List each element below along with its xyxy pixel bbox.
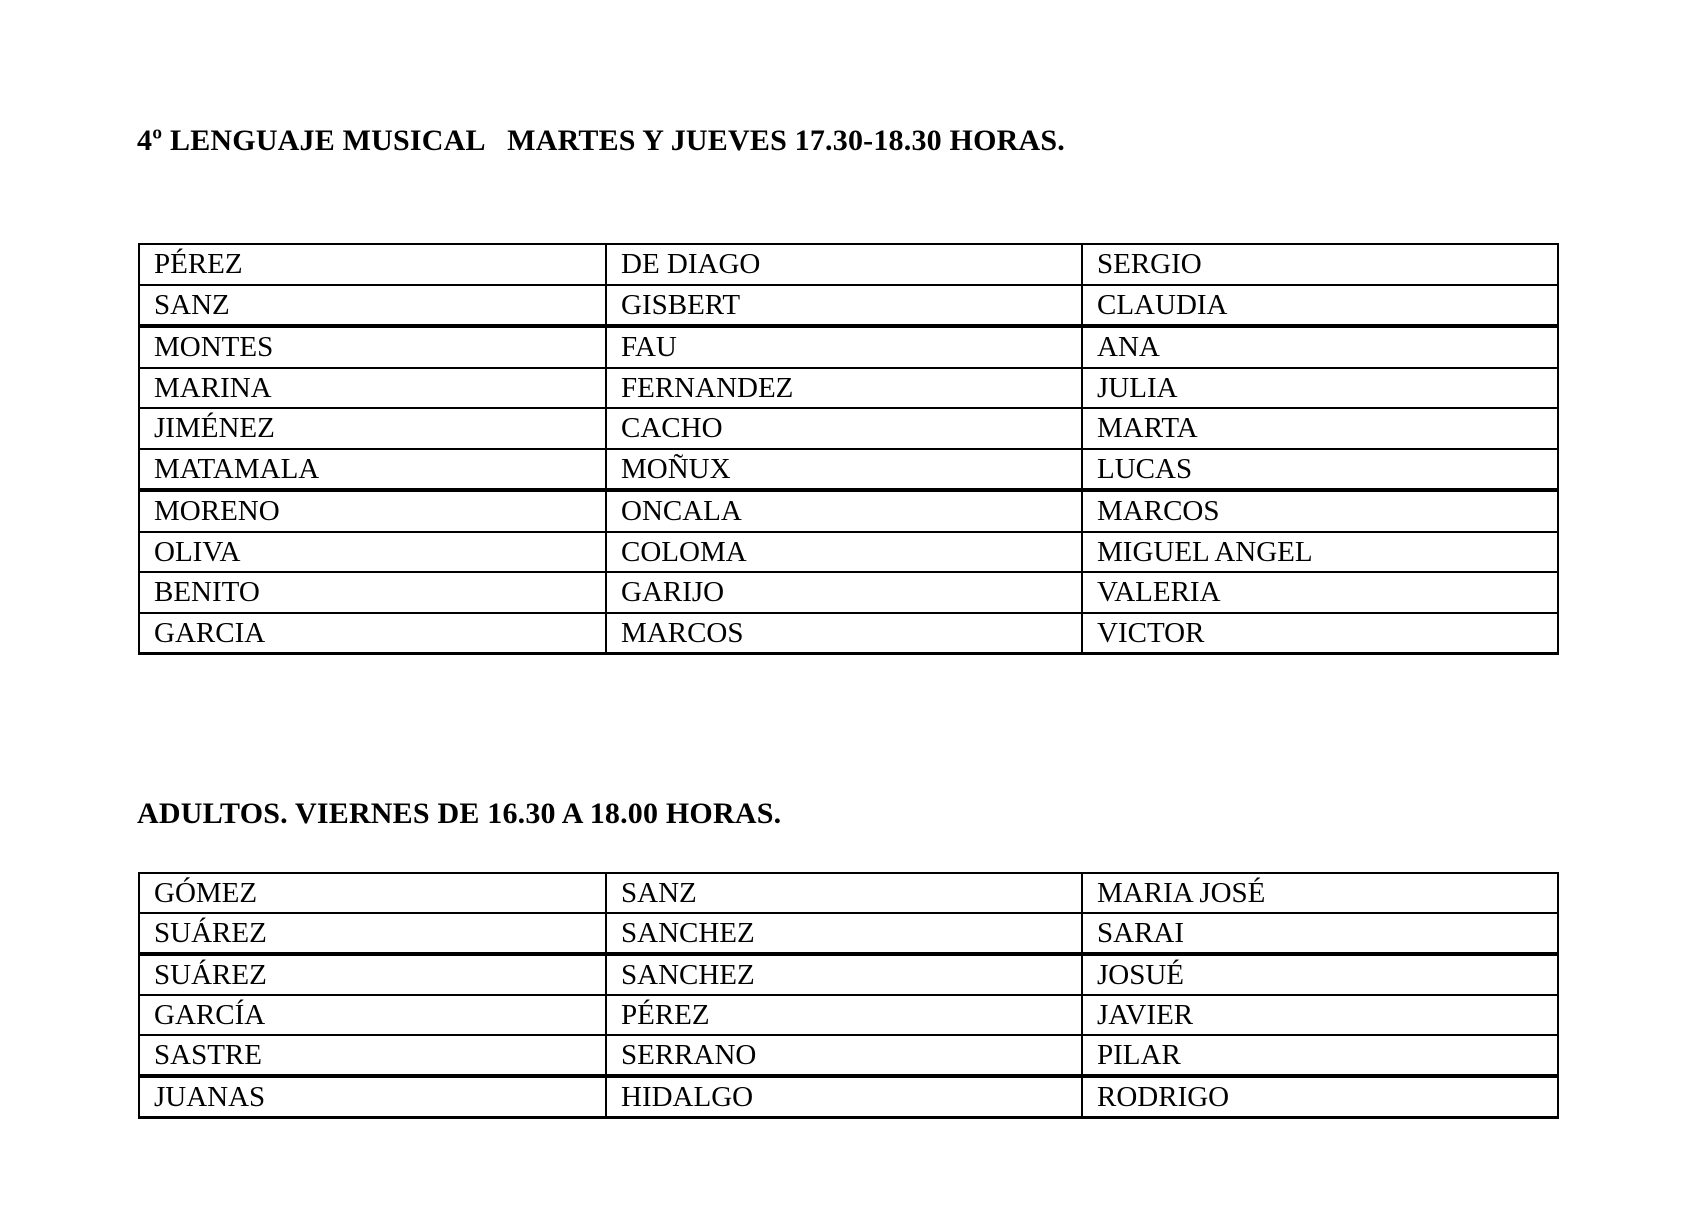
last-name-1-cell: MONTES	[139, 326, 606, 368]
last-name-2-cell: MARCOS	[606, 613, 1082, 654]
last-name-2-cell: FAU	[606, 326, 1082, 368]
last-name-1-cell: GÓMEZ	[139, 873, 606, 913]
last-name-1-cell: SASTRE	[139, 1035, 606, 1076]
first-name-cell: MIGUEL ANGEL	[1082, 532, 1558, 573]
last-name-1-cell: BENITO	[139, 572, 606, 613]
last-name-1-cell: SUÁREZ	[139, 954, 606, 995]
first-name-cell: MARCOS	[1082, 490, 1558, 532]
first-name-cell: PILAR	[1082, 1035, 1558, 1076]
table-row	[139, 995, 1558, 1035]
first-name-cell: LUCAS	[1082, 449, 1558, 491]
last-name-2-cell: SANZ	[606, 873, 1082, 913]
last-name-2-cell: GARIJO	[606, 572, 1082, 613]
last-name-1-cell: SANZ	[139, 285, 606, 327]
table-row	[139, 913, 1558, 954]
table-row	[139, 326, 1558, 368]
last-name-1-cell: PÉREZ	[139, 244, 606, 285]
last-name-1-cell: JUANAS	[139, 1076, 606, 1118]
table-row	[139, 572, 1558, 613]
roster-table-lenguaje-musical	[138, 243, 1559, 655]
last-name-2-cell: SERRANO	[606, 1035, 1082, 1076]
last-name-2-cell: CACHO	[606, 408, 1082, 449]
table-row	[139, 954, 1558, 995]
last-name-1-cell: MORENO	[139, 490, 606, 532]
last-name-1-cell: SUÁREZ	[139, 913, 606, 954]
table-row	[139, 1076, 1558, 1118]
last-name-2-cell: COLOMA	[606, 532, 1082, 573]
first-name-cell: MARTA	[1082, 408, 1558, 449]
last-name-1-cell: GARCIA	[139, 613, 606, 654]
last-name-1-cell: MATAMALA	[139, 449, 606, 491]
section-title-lenguaje-musical: 4º LENGUAJE MUSICAL MARTES Y JUEVES 17.30-18.30 HORAS.	[137, 124, 1065, 157]
first-name-cell: SARAI	[1082, 913, 1558, 954]
table-row	[139, 1035, 1558, 1076]
first-name-cell: JULIA	[1082, 368, 1558, 409]
first-name-cell: CLAUDIA	[1082, 285, 1558, 327]
first-name-cell: JAVIER	[1082, 995, 1558, 1035]
first-name-cell: JOSUÉ	[1082, 954, 1558, 995]
table-row	[139, 285, 1558, 327]
table-row	[139, 873, 1558, 913]
table-row	[139, 449, 1558, 491]
first-name-cell: VICTOR	[1082, 613, 1558, 654]
last-name-1-cell: JIMÉNEZ	[139, 408, 606, 449]
table-row	[139, 368, 1558, 409]
table-row	[139, 244, 1558, 285]
last-name-2-cell: GISBERT	[606, 285, 1082, 327]
last-name-1-cell: OLIVA	[139, 532, 606, 573]
first-name-cell: VALERIA	[1082, 572, 1558, 613]
table-row	[139, 490, 1558, 532]
last-name-2-cell: DE DIAGO	[606, 244, 1082, 285]
section-title-adultos: ADULTOS. VIERNES DE 16.30 A 18.00 HORAS.	[137, 797, 782, 830]
last-name-1-cell: GARCÍA	[139, 995, 606, 1035]
last-name-2-cell: SANCHEZ	[606, 954, 1082, 995]
first-name-cell: MARIA JOSÉ	[1082, 873, 1558, 913]
last-name-1-cell: MARINA	[139, 368, 606, 409]
table-row	[139, 532, 1558, 573]
last-name-2-cell: HIDALGO	[606, 1076, 1082, 1118]
table-row	[139, 408, 1558, 449]
roster-table-adultos	[138, 872, 1559, 1119]
last-name-2-cell: ONCALA	[606, 490, 1082, 532]
first-name-cell: ANA	[1082, 326, 1558, 368]
last-name-2-cell: MOÑUX	[606, 449, 1082, 491]
first-name-cell: SERGIO	[1082, 244, 1558, 285]
last-name-2-cell: SANCHEZ	[606, 913, 1082, 954]
last-name-2-cell: PÉREZ	[606, 995, 1082, 1035]
last-name-2-cell: FERNANDEZ	[606, 368, 1082, 409]
table-row	[139, 613, 1558, 654]
first-name-cell: RODRIGO	[1082, 1076, 1558, 1118]
